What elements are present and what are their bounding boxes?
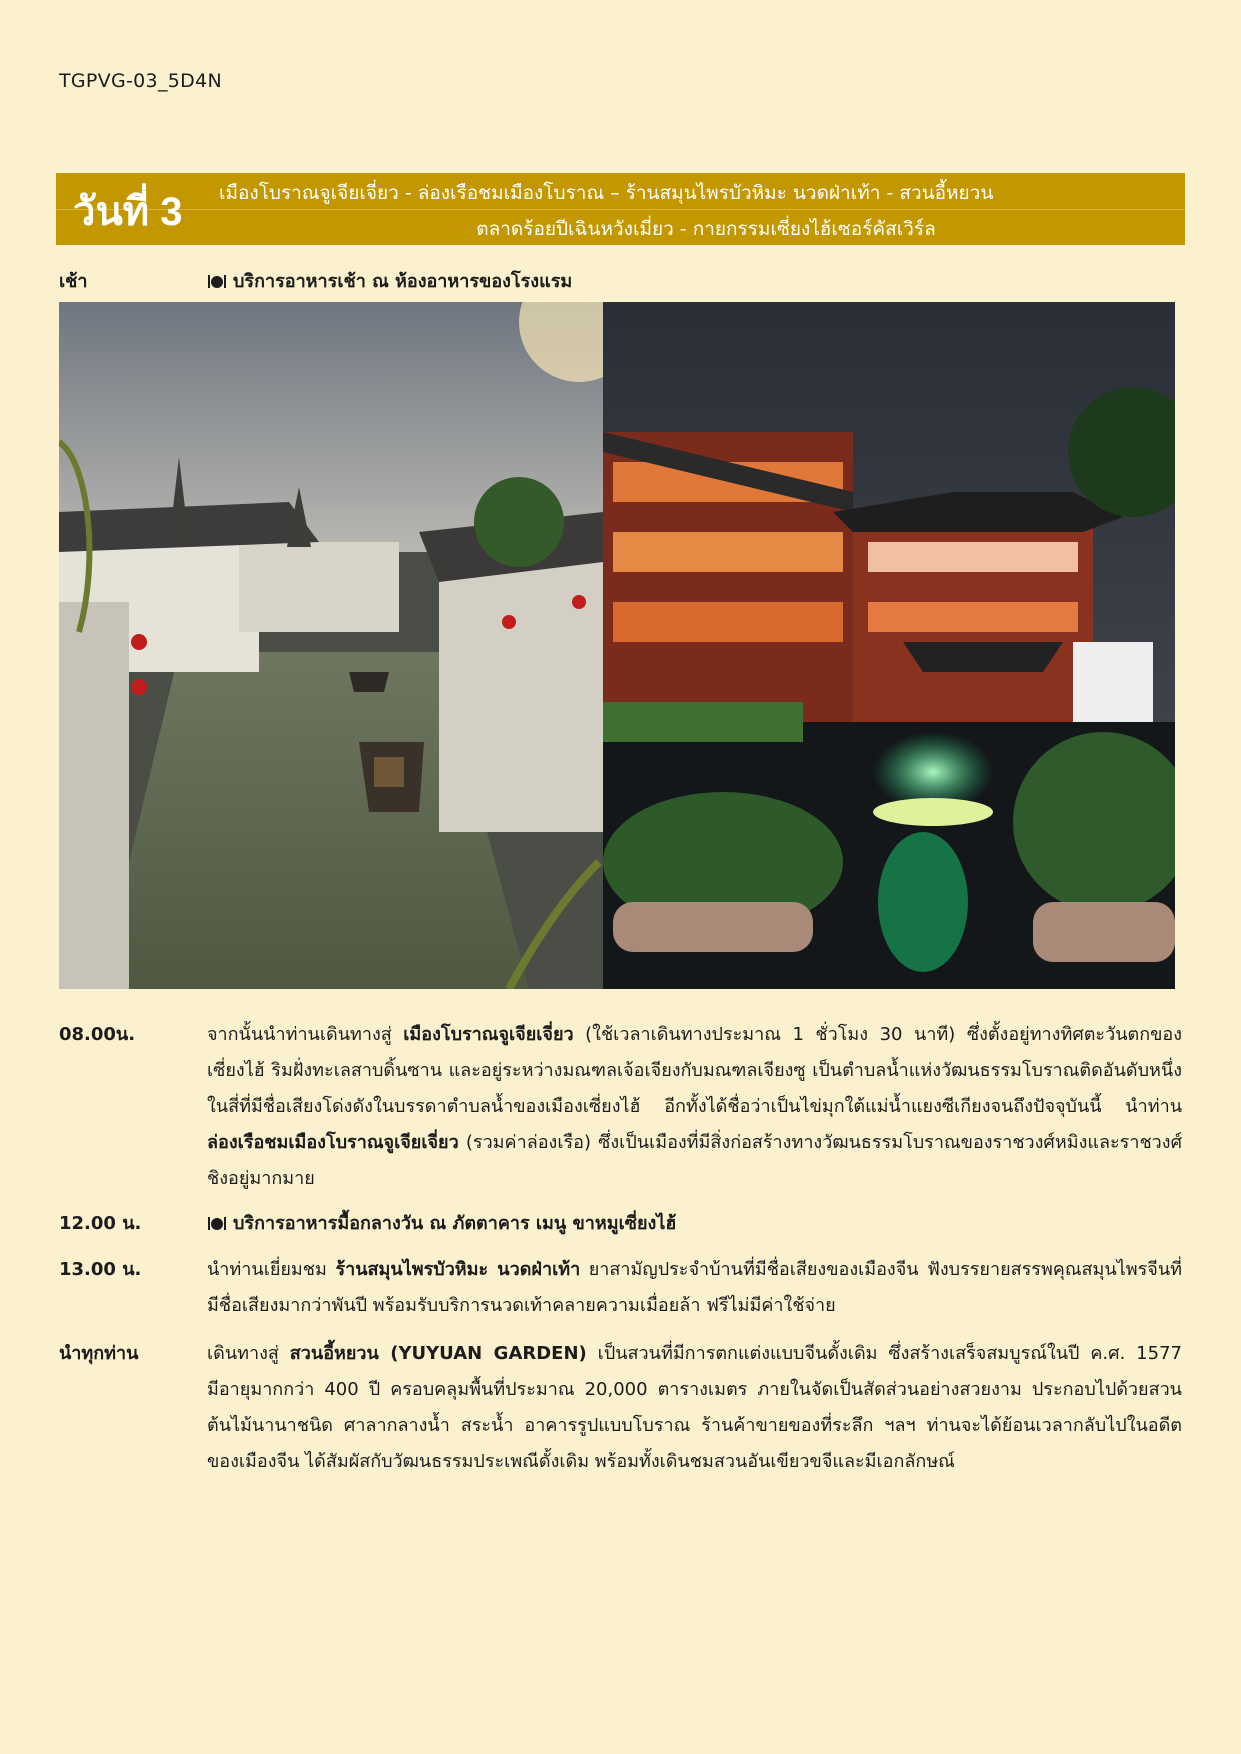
schedule-row-1300: [59, 1252, 1184, 1324]
schedule-time: 13.00 น.: [59, 1259, 142, 1280]
meal-text: บริการอาหารมื้อกลางวัน ณ ภัตตาคาร เมนู ขาหมูเซี่ยงไฮ้: [233, 1213, 677, 1234]
day-title-line1: เมืองโบราณจูเจียเจี่ยว - ล่องเรือชมเมืองโบราณ – ร้านสมุนไพรบัวหิมะ นวดฝ่าเท้า - สวนอี้หยวน: [219, 182, 994, 204]
schedule-time: 12.00 น.: [59, 1213, 142, 1234]
schedule-time: 08.00น.: [59, 1024, 136, 1045]
day-label: วันที่ 3: [73, 190, 183, 234]
schedule-description: [207, 264, 1182, 300]
meal-icon: [207, 1215, 227, 1231]
schedule-description: จากนั้นนำท่านเดินทางสู่ เมืองโบราณจูเจียเจี่ยว (ใช้เวลาเดินทางประมาณ 1 ชั่วโมง 30 นาที) ซึ่งตั้งอยู่ทางทิศตะวันตกของเซี่ยงไฮ้ ริมฝั่งทะเลสาบดิ้นซาน และอยู่ระหว่างมณฑลเจ้อเจียงกับมณฑลเจียงซู เป็นตำบลน้ำแห่งวัฒนธรรมโบราณติดอันดับหนึ่งในสี่ที่มีชื่อเสียงโด่งดังในบรรดาตำบลน้ำของเมืองเซี่ยงไฮ้ อีกทั้งได้ชื่อว่าเป็นไข่มุกใต้แม่น้ำแยงซีเกียงจนถึงปัจจุบันนี้ นำท่าน ล่องเรือชมเมืองโบราณจูเจียเจี่ยว (รวมค่าล่องเรือ) ซึ่งเป็นเมืองที่มีสิ่งก่อสร้างทางวัฒนธรรมโบราณของราชวงศ์หมิงและราชวงศ์ชิงอยู่มากมาย: [207, 1024, 1183, 1189]
schedule-description: เดินทางสู่ สวนอี้หยวน (YUYUAN GARDEN) เป็นสวนที่มีการตกแต่งแบบจีนดั้งเดิม ซึ่งสร้างเสร็จสมบูรณ์ในปี ค.ศ. 1577 มีอายุมากกว่า 400 ปี ครอบคลุมพื้นที่ประมาณ 20,000 ตารางเมตร ภายในจัดเป็นสัดส่วนอย่างสวยงาม ประกอบไปด้วยสวนต้นไม้นานาชนิด ศาลากลางน้ำ สระน้ำ อาคารรูปแบบโบราณ ร้านค้าขายของที่ระลึก ฯลฯ ท่านจะได้ย้อนเวลากลับไปในอดีตของเมืองจีน ได้สัมผัสกับวัฒนธรรมประเพณีดั้งเดิม พร้อมทั้งเดินชมสวนอันเขียวขจีและมีเอกลักษณ์: [207, 1343, 1182, 1472]
highlight-herb-shop: ร้านสมุนไพรบัวหิมะ นวดฝ่าเท้า: [335, 1259, 581, 1280]
schedule-description: [207, 1206, 1182, 1242]
document-code: TGPVG-03_5D4N: [59, 70, 222, 92]
schedule-row-yuyuan: [59, 1336, 1184, 1516]
day-header-banner: [56, 173, 1185, 245]
photo-water-town: [59, 302, 603, 989]
highlight-yuyuan: สวนอี้หยวน (YUYUAN GARDEN): [289, 1343, 587, 1364]
photo-yuyuan-night: [603, 302, 1175, 989]
banner-divider: [56, 209, 1185, 210]
schedule-row-0800: [59, 1017, 1184, 1197]
highlight-boat-trip: ล่องเรือชมเมืองโบราณจูเจียเจี่ยว: [207, 1132, 459, 1153]
schedule-time: เช้า: [59, 271, 88, 292]
meal-icon: [207, 273, 227, 289]
day-title-line2: ตลาดร้อยปีเฉินหวังเมี่ยว - กายกรรมเซี่ยงไฮ้เซอร์คัสเวิร์ล: [476, 218, 936, 240]
meal-text: บริการอาหารเช้า ณ ห้องอาหารของโรงแรม: [233, 271, 573, 292]
photo-strip: [59, 302, 1175, 989]
schedule-time: นำทุกท่าน: [59, 1343, 139, 1364]
highlight-zhujiajiao: เมืองโบราณจูเจียเจี่ยว: [403, 1024, 574, 1045]
schedule-description: นำท่านเยี่ยมชม ร้านสมุนไพรบัวหิมะ นวดฝ่าเท้า ยาสามัญประจำบ้านที่มีชื่อเสียงของเมืองจีน ฟังบรรยายสรรพคุณสมุนไพรจีนที่มีชื่อเสียงมากว่าพันปี พร้อมรับบริการนวดเท้าคลายความเมื่อยล้า ฟรีไม่มีค่าใช้จ่าย: [207, 1259, 1183, 1316]
